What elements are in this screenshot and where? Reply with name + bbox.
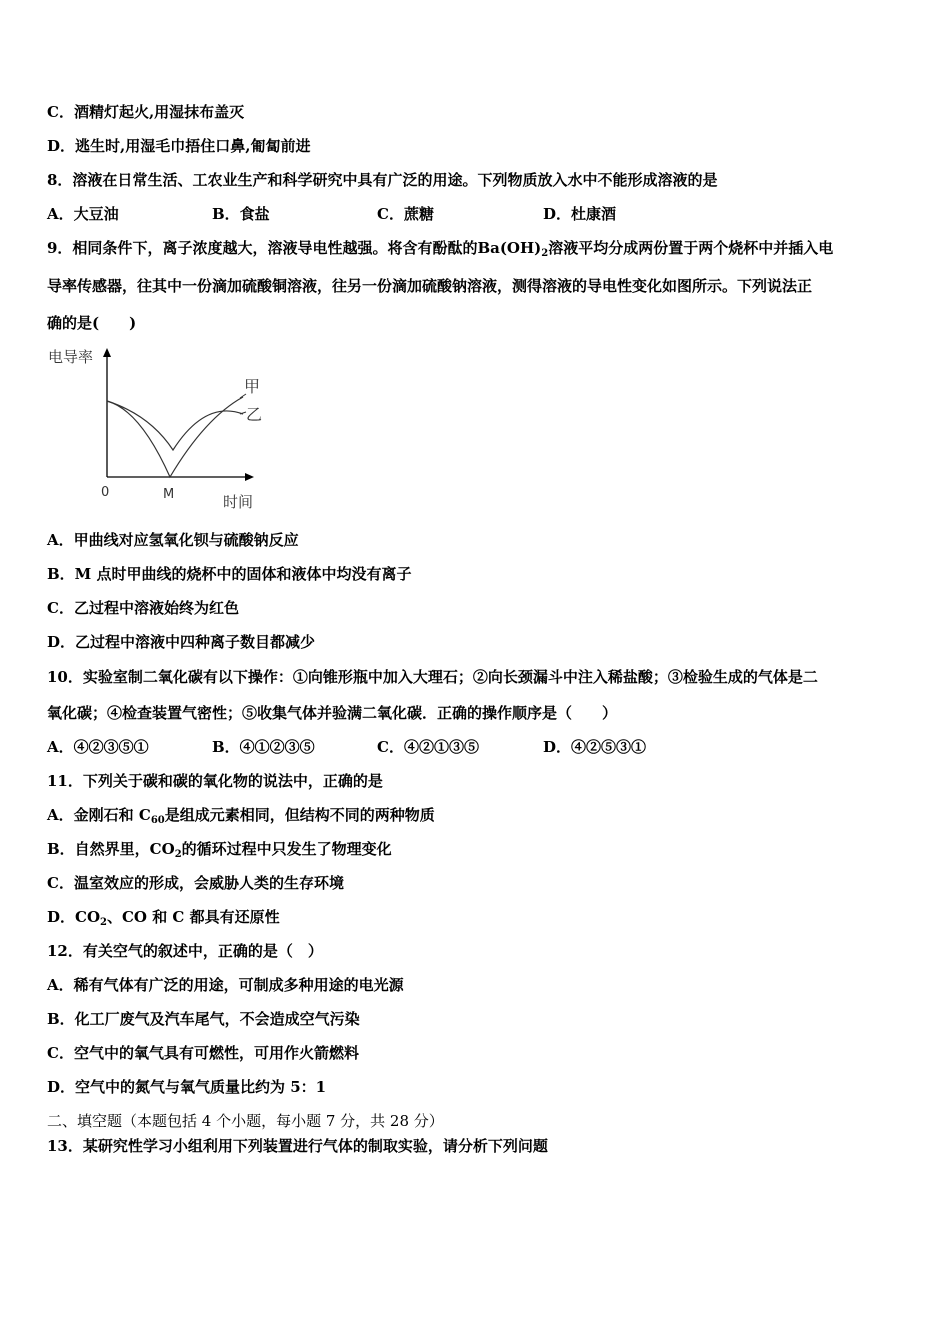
q9-stem-line1: 9．相同条件下，离子浓度越大，溶液导电性越强。将含有酚酞的$Ba(OH)_2$溶液平均分成两份置于两个烧杯中并插入电 bbox=[47, 239, 834, 259]
q12-option-d: D．空气中的氮气与氧气质量比约为 5：1 bbox=[47, 1078, 327, 1096]
section2-title: 二、填空题（本题包括 4 个小题，每小题 7 分，共 28 分） bbox=[47, 1112, 444, 1130]
q7-option-c: C．酒精灯起火,用湿抹布盖灭 bbox=[47, 103, 245, 121]
y-axis-arrow bbox=[103, 348, 111, 357]
q11-option-a: A．金刚石和 $C_{60}$是组成元素相同，但结构不同的两种物质 bbox=[47, 806, 435, 826]
q8-option-c: C．蔗糖 bbox=[377, 205, 434, 223]
x-axis-label: 时间 bbox=[223, 493, 254, 511]
q11-option-b: B．自然界里，$CO_2$的循环过程中只发生了物理变化 bbox=[47, 840, 392, 860]
q11-option-d: D．$CO_2$、CO 和 C 都具有还原性 bbox=[47, 908, 280, 928]
q8-option-d: D．杜康酒 bbox=[543, 205, 617, 223]
q9-option-d: D．乙过程中溶液中四种离子数目都减少 bbox=[47, 633, 316, 651]
q12-stem: 12．有关空气的叙述中，正确的是（ ） bbox=[47, 942, 323, 960]
q9-option-a: A．甲曲线对应氢氧化钡与硫酸钠反应 bbox=[47, 531, 299, 549]
q13-stem: 13．某研究性学习小组利用下列装置进行气体的制取实验，请分析下列问题 bbox=[47, 1137, 548, 1155]
series-yi-label: 乙 bbox=[246, 405, 263, 424]
x-axis-arrow bbox=[245, 473, 254, 481]
q12-option-a: A．稀有气体有广泛的用途，可制成多种用途的电光源 bbox=[47, 976, 404, 994]
q11-option-c: C．温室效应的形成，会威胁人类的生存环境 bbox=[47, 874, 344, 892]
origin-label: 0 bbox=[101, 485, 110, 500]
q7-option-d: D．逃生时,用湿毛巾捂住口鼻,匍匐前进 bbox=[47, 137, 311, 155]
y-axis-label: 电导率 bbox=[48, 348, 94, 366]
q9-option-b: B．M 点时甲曲线的烧杯中的固体和液体中均没有离子 bbox=[47, 565, 412, 583]
conductivity-chart bbox=[40, 340, 280, 520]
q12-option-c: C．空气中的氧气具有可燃性，可用作火箭燃料 bbox=[47, 1044, 359, 1062]
q10-option-b: B．④①②③⑤ bbox=[212, 738, 315, 756]
q10-option-d: D．④②⑤③① bbox=[543, 738, 647, 756]
q8-option-a: A．大豆油 bbox=[47, 205, 119, 223]
x-tick-m-label: M bbox=[163, 487, 175, 502]
q9-stem-line3: 确的是( ) bbox=[47, 314, 137, 332]
q12-option-b: B．化工厂废气及汽车尾气，不会造成空气污染 bbox=[47, 1010, 360, 1028]
q10-option-c: C．④②①③⑤ bbox=[377, 738, 479, 756]
q11-stem: 11．下列关于碳和碳的氧化物的说法中，正确的是 bbox=[47, 772, 383, 790]
q10-option-a: A．④②③⑤① bbox=[47, 738, 149, 756]
series-jia-label: 甲 bbox=[244, 377, 261, 396]
q8-option-b: B．食盐 bbox=[212, 205, 270, 223]
q9-option-c: C．乙过程中溶液始终为红色 bbox=[47, 599, 239, 617]
q10-stem-line2: 氧化碳；④检查装置气密性；⑤收集气体并验满二氧化碳．正确的操作顺序是（ ） bbox=[47, 704, 618, 722]
q8-stem: 8．溶液在日常生活、工农业生产和科学研究中具有广泛的用途。下列物质放入水中不能形成溶液的是 bbox=[47, 171, 718, 189]
q9-stem-line2: 导率传感器，往其中一份滴加硫酸铜溶液，往另一份滴加硫酸钠溶液，测得溶液的导电性变化如图所示。下列说法正 bbox=[47, 277, 813, 295]
series-yi-curve bbox=[107, 401, 243, 450]
q10-stem-line1: 10．实验室制二氧化碳有以下操作：①向锥形瓶中加入大理石；②向长颈漏斗中注入稀盐酸；③检验生成的气体是二 bbox=[47, 668, 818, 686]
